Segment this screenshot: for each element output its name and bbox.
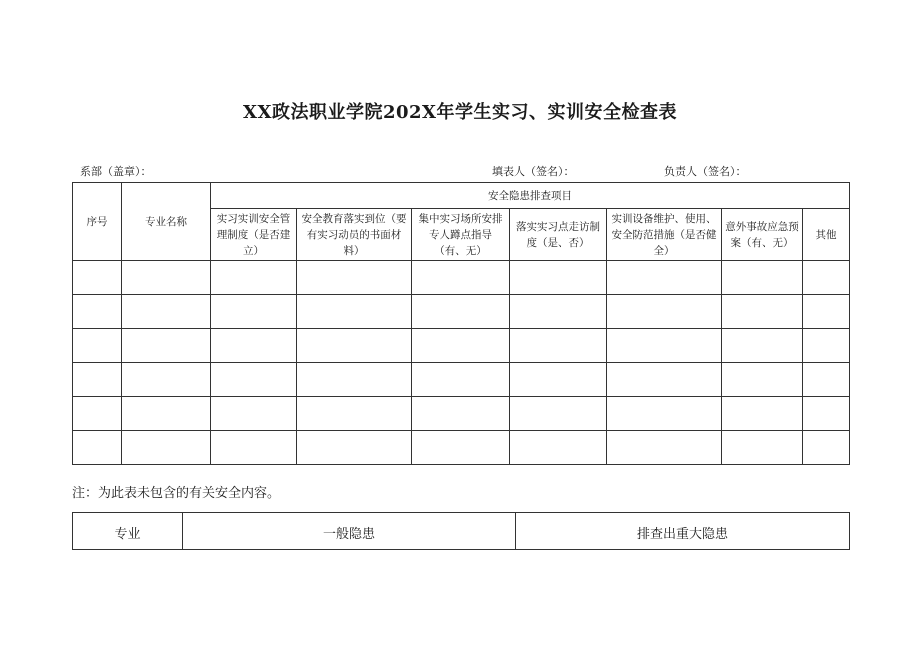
table-cell[interactable] (803, 397, 850, 431)
table-cell[interactable] (722, 329, 803, 363)
table-cell[interactable] (297, 363, 412, 397)
table-cell[interactable] (510, 329, 607, 363)
table-cell[interactable] (607, 295, 722, 329)
column-header: 意外事故应急预案（有、无） (722, 209, 803, 261)
table-cell[interactable] (211, 295, 297, 329)
table-cell[interactable] (412, 431, 510, 465)
table-cell[interactable] (73, 363, 122, 397)
table-cell[interactable] (722, 431, 803, 465)
table-cell[interactable] (412, 397, 510, 431)
column-header: 落实实习点走访制度（是、否） (510, 209, 607, 261)
table-cell[interactable] (803, 295, 850, 329)
table-cell[interactable] (803, 431, 850, 465)
table-cell[interactable] (122, 431, 211, 465)
filler-signature-label: 填表人（签名）： (492, 165, 575, 178)
table-cell[interactable] (122, 261, 211, 295)
table-cell[interactable] (803, 363, 850, 397)
table-cell[interactable] (297, 261, 412, 295)
table-cell[interactable] (297, 295, 412, 329)
table-cell[interactable] (211, 363, 297, 397)
table-cell[interactable] (803, 261, 850, 295)
table-cell[interactable] (607, 329, 722, 363)
table-cell[interactable] (211, 261, 297, 295)
hazard-items-group-header: 安全隐患排查项目 (211, 183, 850, 209)
table-cell[interactable] (297, 431, 412, 465)
safety-inspection-table (72, 182, 850, 465)
table-cell[interactable] (722, 363, 803, 397)
column-header: 安全教育落实到位（要有实习动员的书面材料） (297, 209, 412, 261)
table-row (73, 295, 850, 329)
table-cell[interactable] (412, 295, 510, 329)
major-name-header: 专业名称 (122, 183, 211, 261)
table-cell[interactable] (510, 363, 607, 397)
responsible-signature-label: 负责人（签名）： (664, 165, 747, 178)
column-header: 实训设备维护、使用、安全防范措施（是否健全） (607, 209, 722, 261)
table-cell[interactable] (607, 261, 722, 295)
table-cell[interactable] (607, 363, 722, 397)
column-header: 集中实习场所安排专人蹲点指导（有、无） (412, 209, 510, 261)
column-header: 实习实训安全管理制度（是否建立） (211, 209, 297, 261)
table-row (73, 261, 850, 295)
table-cell[interactable] (122, 363, 211, 397)
table-cell[interactable] (803, 329, 850, 363)
table-cell[interactable] (607, 431, 722, 465)
table-cell[interactable] (412, 329, 510, 363)
table-cell[interactable] (122, 295, 211, 329)
table-cell[interactable] (122, 397, 211, 431)
table-cell[interactable] (722, 261, 803, 295)
table-cell[interactable] (73, 261, 122, 295)
table-cell[interactable] (73, 397, 122, 431)
table-cell[interactable] (510, 431, 607, 465)
table-cell[interactable] (211, 397, 297, 431)
hazard-summary-table (72, 512, 850, 550)
department-seal-label: 系部（盖章）： (80, 165, 152, 178)
table-cell[interactable] (73, 295, 122, 329)
table-cell[interactable] (73, 329, 122, 363)
table-cell[interactable] (722, 397, 803, 431)
table-row (73, 397, 850, 431)
seq-header: 序号 (73, 183, 122, 261)
table-cell[interactable] (607, 397, 722, 431)
table-row (73, 329, 850, 363)
table-row (73, 363, 850, 397)
note-text: 注：为此表未包含的有关安全内容。 (72, 486, 281, 501)
table-row (73, 431, 850, 465)
table-cell[interactable] (211, 329, 297, 363)
table-cell[interactable] (722, 295, 803, 329)
general-hazard-header: 一般隐患 (183, 513, 516, 550)
table-cell[interactable] (297, 329, 412, 363)
page-title: XX政法职业学院202X年学生实习、实训安全检查表 (243, 102, 677, 123)
table-cell[interactable] (412, 363, 510, 397)
table-cell[interactable] (122, 329, 211, 363)
table-cell[interactable] (510, 397, 607, 431)
table-cell[interactable] (510, 261, 607, 295)
column-header: 其他 (803, 209, 850, 261)
table-cell[interactable] (211, 431, 297, 465)
table-cell[interactable] (412, 261, 510, 295)
major-header: 专业 (73, 513, 183, 550)
table-cell[interactable] (73, 431, 122, 465)
table-cell[interactable] (510, 295, 607, 329)
major-hazard-header: 排查出重大隐患 (516, 513, 850, 550)
table-cell[interactable] (297, 397, 412, 431)
